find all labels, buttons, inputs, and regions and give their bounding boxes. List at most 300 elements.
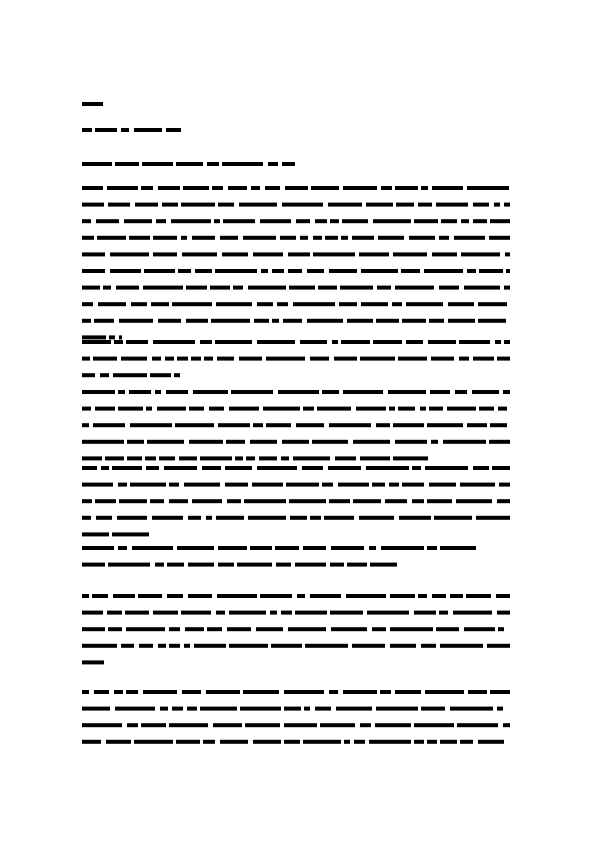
word	[372, 483, 385, 487]
word	[427, 423, 463, 427]
word	[490, 219, 510, 223]
word	[182, 690, 201, 694]
word	[169, 644, 180, 648]
word	[176, 162, 203, 166]
word	[108, 203, 130, 207]
word	[226, 440, 245, 444]
word	[92, 594, 108, 598]
word	[392, 302, 402, 306]
word	[504, 340, 510, 344]
text-line	[82, 286, 510, 290]
word	[169, 483, 179, 487]
word	[464, 286, 500, 290]
word	[381, 186, 392, 190]
word	[285, 186, 308, 190]
word	[266, 357, 305, 361]
word	[166, 390, 188, 394]
word	[376, 319, 399, 323]
word	[182, 252, 217, 256]
word	[297, 594, 305, 598]
word	[82, 373, 95, 377]
word	[98, 302, 126, 306]
word	[215, 340, 252, 344]
word	[439, 611, 448, 615]
word	[96, 516, 112, 520]
word	[406, 340, 423, 344]
word	[322, 483, 333, 487]
word	[344, 740, 350, 744]
word	[186, 319, 208, 323]
word	[395, 440, 427, 444]
word	[303, 546, 326, 550]
word	[214, 219, 220, 223]
word	[129, 390, 151, 394]
word	[395, 690, 421, 694]
word	[158, 186, 180, 190]
word	[243, 236, 276, 240]
word	[467, 186, 509, 190]
word	[203, 740, 215, 744]
word	[229, 407, 259, 411]
word	[373, 340, 402, 344]
word	[272, 319, 279, 323]
word	[143, 690, 177, 694]
word	[361, 269, 398, 273]
word	[447, 407, 476, 411]
word	[272, 269, 284, 273]
word	[146, 466, 159, 470]
word	[213, 723, 242, 727]
word	[82, 516, 91, 520]
word	[466, 594, 491, 598]
word	[217, 357, 234, 361]
word	[497, 499, 510, 503]
word	[347, 563, 367, 567]
word	[227, 499, 241, 503]
word	[499, 483, 510, 487]
word	[436, 627, 459, 631]
word	[82, 707, 110, 711]
word	[218, 423, 250, 427]
word	[427, 740, 437, 744]
word	[164, 466, 197, 470]
word	[117, 516, 147, 520]
word	[322, 390, 339, 394]
word	[277, 302, 288, 306]
text-line	[82, 627, 504, 631]
word	[505, 252, 510, 256]
word	[93, 423, 125, 427]
word	[82, 532, 109, 536]
word	[300, 236, 308, 240]
word	[119, 499, 147, 503]
word	[343, 186, 377, 190]
word	[109, 335, 115, 339]
word	[367, 611, 409, 615]
word	[418, 203, 432, 207]
word	[329, 690, 338, 694]
word	[216, 302, 252, 306]
paragraph-6	[82, 466, 510, 536]
word	[108, 563, 150, 567]
word	[145, 456, 156, 460]
word	[82, 627, 105, 631]
text-line	[82, 740, 504, 744]
text-line	[82, 532, 149, 536]
word	[295, 563, 326, 567]
word	[250, 546, 272, 550]
word	[121, 357, 147, 361]
word	[95, 499, 116, 503]
word	[82, 319, 91, 323]
word	[268, 162, 278, 166]
word	[191, 357, 201, 361]
word	[107, 186, 138, 190]
word	[427, 546, 437, 550]
word	[189, 407, 204, 411]
word	[157, 407, 186, 411]
title-2	[82, 162, 295, 166]
word	[441, 219, 457, 223]
word	[329, 423, 371, 427]
word	[290, 516, 307, 520]
word	[202, 466, 221, 470]
word	[126, 340, 148, 344]
word	[153, 611, 178, 615]
word	[461, 219, 469, 223]
word	[252, 483, 283, 487]
word	[110, 252, 149, 256]
word	[215, 269, 257, 273]
word	[82, 466, 97, 470]
word	[192, 236, 215, 240]
word	[275, 546, 299, 550]
text-line	[82, 563, 397, 567]
text-line	[82, 423, 507, 427]
word	[284, 707, 301, 711]
word	[229, 611, 266, 615]
word	[376, 707, 418, 711]
word	[82, 690, 89, 694]
word	[82, 219, 91, 223]
word	[431, 357, 454, 361]
word	[459, 357, 469, 361]
word	[158, 644, 166, 648]
word	[478, 319, 506, 323]
word	[183, 186, 209, 190]
word	[420, 407, 426, 411]
word	[115, 707, 155, 711]
word	[107, 611, 122, 615]
word	[82, 102, 103, 106]
word	[225, 483, 248, 487]
text-line	[82, 390, 510, 394]
word	[390, 627, 433, 631]
word	[195, 269, 212, 273]
word	[457, 723, 498, 727]
word	[222, 162, 263, 166]
word	[421, 707, 445, 711]
word	[434, 516, 472, 520]
word	[313, 236, 322, 240]
word	[315, 707, 331, 711]
word	[295, 611, 327, 615]
word	[138, 594, 162, 598]
word	[113, 594, 135, 598]
word	[188, 563, 214, 567]
word	[412, 499, 424, 503]
word	[305, 644, 348, 648]
word	[82, 440, 124, 444]
word	[343, 690, 377, 694]
word	[390, 644, 416, 648]
word	[453, 611, 492, 615]
word	[162, 203, 178, 207]
word	[124, 219, 152, 223]
word	[82, 390, 115, 394]
text-line	[82, 269, 510, 273]
word	[339, 302, 357, 306]
word	[118, 546, 127, 550]
word	[336, 707, 372, 711]
word	[380, 690, 391, 694]
word	[171, 219, 211, 223]
word	[82, 563, 105, 567]
word	[82, 162, 112, 166]
word	[402, 319, 426, 323]
word	[82, 340, 111, 344]
word	[340, 286, 373, 290]
word	[289, 286, 315, 290]
word	[284, 723, 317, 727]
word	[153, 236, 177, 240]
word	[356, 407, 386, 411]
word	[341, 236, 348, 240]
word	[409, 236, 435, 240]
word	[490, 423, 507, 427]
word	[359, 516, 394, 520]
word	[497, 357, 510, 361]
word	[253, 740, 281, 744]
word	[393, 252, 427, 256]
word	[282, 440, 309, 444]
word	[317, 407, 351, 411]
word	[448, 302, 474, 306]
word	[353, 440, 390, 444]
word	[229, 644, 268, 648]
word	[184, 644, 190, 648]
word	[293, 456, 330, 460]
word	[130, 423, 172, 427]
word	[375, 723, 411, 727]
word	[281, 456, 289, 460]
word	[296, 219, 310, 223]
word	[194, 644, 226, 648]
word	[178, 269, 191, 273]
word	[328, 203, 362, 207]
word	[118, 407, 143, 411]
word	[412, 466, 421, 470]
word	[166, 128, 181, 132]
word	[82, 423, 89, 427]
word	[288, 269, 302, 273]
word	[231, 390, 273, 394]
word	[251, 186, 260, 190]
word	[82, 611, 103, 615]
word	[126, 627, 165, 631]
word	[169, 499, 188, 503]
word	[82, 357, 90, 361]
word	[425, 690, 464, 694]
text-line	[82, 186, 509, 190]
text-line	[82, 594, 510, 598]
word	[192, 499, 222, 503]
word	[303, 740, 341, 744]
word	[144, 269, 175, 273]
word	[329, 269, 357, 273]
word	[239, 357, 262, 361]
word	[390, 594, 415, 598]
text-line	[82, 219, 510, 223]
word	[239, 203, 277, 207]
word	[398, 407, 415, 411]
word	[103, 286, 111, 290]
word	[174, 373, 180, 377]
word	[283, 319, 302, 323]
word	[127, 723, 138, 727]
word	[334, 357, 357, 361]
word	[286, 483, 319, 487]
word	[186, 286, 207, 290]
word	[455, 390, 467, 394]
word	[473, 357, 494, 361]
word	[389, 483, 399, 487]
word	[324, 516, 354, 520]
word	[253, 423, 263, 427]
word	[329, 499, 350, 503]
word	[401, 269, 420, 273]
text-line	[82, 302, 507, 306]
text-line	[82, 660, 104, 664]
word	[354, 740, 365, 744]
word	[187, 707, 197, 711]
word	[82, 499, 92, 503]
word	[424, 269, 463, 273]
word	[369, 740, 411, 744]
word	[172, 707, 183, 711]
word	[281, 611, 292, 615]
word	[360, 723, 371, 727]
word	[119, 319, 153, 323]
word	[330, 611, 363, 615]
word	[302, 466, 323, 470]
word	[395, 286, 434, 290]
word	[352, 236, 374, 240]
word	[177, 357, 188, 361]
word	[175, 423, 214, 427]
word	[245, 723, 280, 727]
word	[156, 219, 166, 223]
word	[270, 611, 277, 615]
word	[450, 594, 463, 598]
text-line	[82, 456, 428, 460]
word	[440, 740, 457, 744]
word	[473, 203, 489, 207]
word	[223, 219, 255, 223]
word	[113, 373, 147, 377]
word	[82, 335, 106, 339]
word	[504, 203, 510, 207]
word	[150, 373, 171, 377]
word	[479, 269, 503, 273]
text-line	[82, 335, 122, 339]
word	[82, 286, 100, 290]
word	[503, 390, 510, 394]
word	[188, 594, 212, 598]
word	[352, 644, 385, 648]
word	[151, 302, 169, 306]
word	[220, 740, 248, 744]
word	[82, 186, 103, 190]
word	[114, 340, 123, 344]
word	[431, 440, 438, 444]
word	[112, 532, 149, 536]
word	[498, 407, 507, 411]
word	[459, 340, 490, 344]
word	[256, 627, 283, 631]
word	[160, 707, 168, 711]
word	[353, 499, 381, 503]
word	[82, 740, 101, 744]
word	[134, 128, 162, 132]
word	[325, 236, 338, 240]
word	[506, 269, 510, 273]
word	[338, 483, 369, 487]
word	[310, 357, 329, 361]
word	[82, 594, 89, 598]
word	[119, 335, 122, 339]
text-line	[82, 357, 510, 361]
word	[311, 186, 339, 190]
word	[296, 423, 324, 427]
word	[235, 456, 243, 460]
word	[320, 723, 355, 727]
word	[398, 357, 427, 361]
word	[82, 546, 114, 550]
word	[432, 252, 457, 256]
word	[259, 456, 277, 460]
word	[105, 456, 124, 460]
word	[246, 456, 255, 460]
text-line	[82, 707, 503, 711]
word	[432, 594, 446, 598]
word	[282, 203, 323, 207]
word	[237, 563, 272, 567]
word	[381, 546, 424, 550]
word	[313, 252, 355, 256]
word	[278, 390, 319, 394]
word	[121, 128, 129, 132]
word	[378, 236, 404, 240]
word	[342, 219, 368, 223]
word	[142, 162, 173, 166]
word	[282, 162, 295, 166]
word	[116, 286, 139, 290]
word	[421, 186, 428, 190]
word	[429, 407, 443, 411]
text-line	[82, 644, 510, 648]
word	[276, 563, 291, 567]
